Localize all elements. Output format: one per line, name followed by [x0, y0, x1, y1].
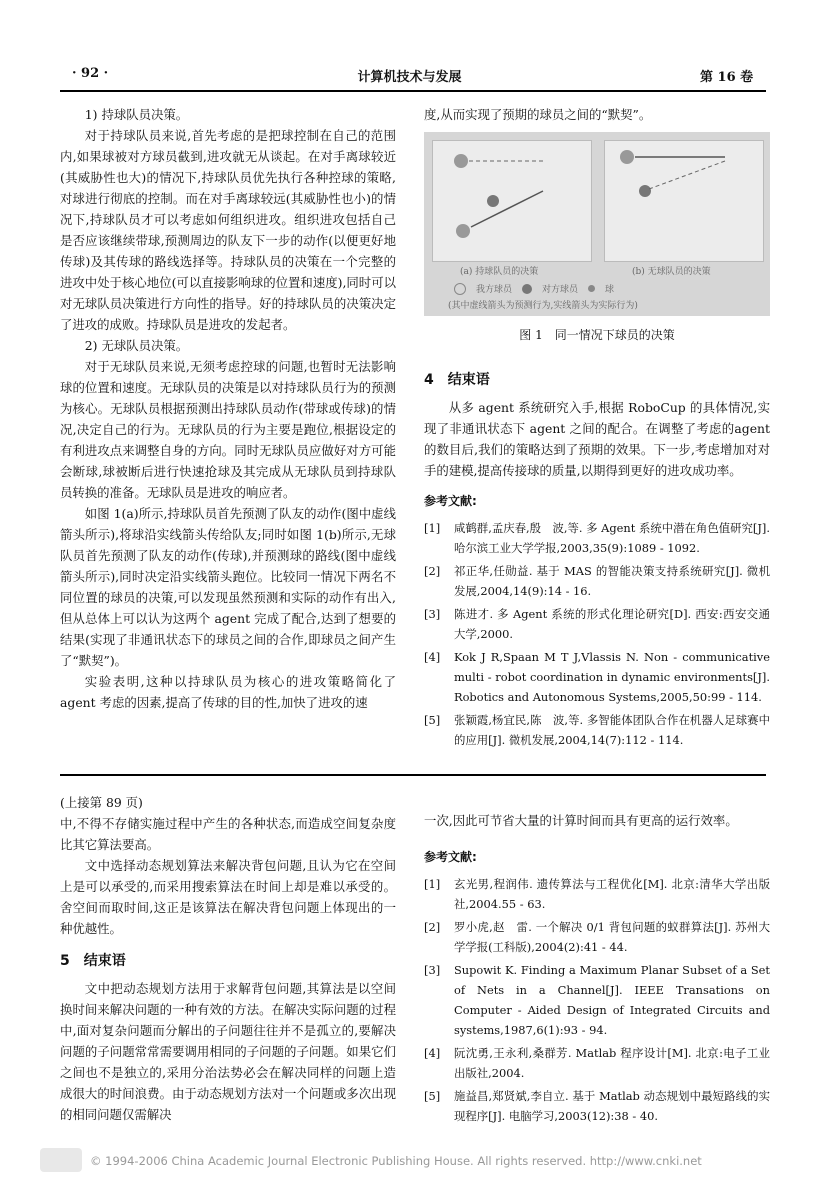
references-heading: 参考文献:	[424, 850, 477, 864]
reference-list	[424, 874, 770, 1126]
figure-panel-a-drawing	[433, 141, 591, 261]
reference-item: [5] 张颖霞,杨宜民,陈 波,等. 多智能体团队合作在机器人足球赛中的应用[J]. 微机发展,2004,14(7):112 - 114.	[424, 713, 770, 747]
figure-panel-b	[604, 140, 764, 262]
subheading-no-ball: 2) 无球队员决策。	[84, 338, 189, 353]
reference-list	[424, 518, 770, 750]
reference-item: [1] 咸鹤群,孟庆春,殷 波,等. 多 Agent 系统中潜在角色值研究[J]. 哈尔滨工业大学学报,2003,35(9):1089 - 1092.	[424, 521, 770, 555]
reference-item: [3] 陈进才. 多 Agent 系统的形式化理论研究[D]. 西安:西安交通大学,2000.	[424, 607, 770, 641]
figure-panel-b-drawing	[605, 141, 763, 261]
paragraph: 一次,因此可节省大量的计算时间而具有更高的运行效率。	[424, 813, 738, 828]
legend-ball: 球	[605, 285, 615, 295]
paragraph: 对于持球队员来说,首先考虑的是把球控制在自己的范围内,如果球被对方球员截到,进攻就无从谈起。在对手离球较近(其威胁性也大)的情况下,持球队员优先执行各种控球的策略,对球进行彻底的控制。而在对手离球较远(其威胁性也小)的情况下,持球队员才可以考虑如何组织进攻。组织进攻包括自己是否应该继续带球,预测周边的队友下一步的动作(以便更好地传球)及其传球的路线选择等。持球队员的决策在一个完整的进攻中处于核心地位(可以直接影响球的位置和速度),同时可以对无球队员决策进行方向性的指导。好的持球队员的决策决定了进攻的成败。持球队员是进攻的发起者。	[60, 128, 396, 332]
figure-legend-note: (其中虚线箭头为预测行为,实线箭头为实际行为)	[448, 301, 638, 311]
ball-icon	[588, 285, 595, 292]
figure-panel-a	[432, 140, 592, 262]
page-number: · 92 ·	[72, 66, 109, 81]
reference-item: [2] 罗小虎,赵 雷. 一个解决 0/1 背包问题的蚁群算法[J]. 苏州大学学报(工科版),2004(2):41 - 44.	[424, 920, 770, 954]
section-heading: 4 结束语	[424, 372, 490, 388]
reference-item: [4] 阮沈勇,王永利,桑群芳. Matlab 程序设计[M]. 北京:电子工业出版社,2004.	[424, 1046, 770, 1080]
references-heading: 参考文献:	[424, 494, 477, 508]
right-column-conclusion	[424, 366, 770, 753]
reference-item: [4] Kok J R,Spaan M T J,Vlassis N. Non - communicative multi - robot coordination in dynamic environments[J]. Robotics and Autonomous Systems,2005,50:99 - 114.	[424, 650, 770, 704]
paragraph: 实验表明,这种以持球队员为核心的进攻策略简化了 agent 考虑的因素,提高了传球的目的性,加快了进攻的速	[60, 674, 396, 710]
reference-item: [3] Supowit K. Finding a Maximum Planar Subset of a Set of Nets in a Channel[J]. IEEE Transations on Computer - Aided Design of Integrated Circuits and systems,1987,6(1):93 - 94.	[424, 963, 770, 1037]
paragraph: 文中选择动态规划算法来解决背包问题,且认为它在空间上是可以承受的,而采用搜索算法在时间上却是难以承受的。舍空间而取时间,这正是该算法在解决背包问题上体现出的一种优越性。	[60, 858, 396, 936]
figure-caption: 图 1 同一情况下球员的决策	[519, 328, 675, 342]
reference-item: [1] 玄光男,程润伟. 遗传算法与工程优化[M]. 北京:清华大学出版社,2004.55 - 63.	[424, 877, 770, 911]
header-rule	[60, 90, 766, 92]
opponent-player-icon	[522, 284, 532, 294]
volume-label: 第 16 卷	[700, 70, 754, 85]
paragraph: 度,从而实现了预期的球员之间的“默契”。	[424, 107, 652, 122]
left-column-top	[60, 104, 396, 713]
right-column-top	[424, 104, 770, 125]
publisher-logo	[40, 1148, 82, 1172]
paragraph: 文中把动态规划方法用于求解背包问题,其算法是以空间换时间来解决问题的一种有效的方法。在解决实际问题的过程中,面对复杂问题而分解出的子问题往往并不是孤立的,要解决问题的子问题常常需要调用相同的子问题的子问题。如果它们之间也不是独立的,采用分治法势必会在解决同样的问题上造成很大的时间浪费。由于动态规划方法对一个问题或多次出现的相同问题仅需解决	[60, 981, 396, 1122]
figure-caption-a: (a) 持球队员的决策	[460, 267, 539, 277]
section-heading: 5 结束语	[60, 953, 126, 969]
left-column-bottom	[60, 792, 396, 1125]
reference-item: [2] 祁正华,任勋益. 基于 MAS 的智能决策支持系统研究[J]. 微机发展,2004,14(9):14 - 16.	[424, 564, 770, 598]
paragraph: 对于无球队员来说,无须考虑控球的问题,也暂时无法影响球的位置和速度。无球队员的决策是以对持球队员行为的预测为核心。无球队员根据预测出持球队员动作(带球或传球)的情况,决定自己的行为。无球队员的行为主要是跑位,根据设定的有利进攻点来调整自身的方向。同时无球队员应做好对方可能会断球,球被断后进行快速抢球及其完成从无球队员到持球队员转换的准备。无球队员是进攻的响应者。	[60, 359, 396, 500]
legend-opp: 对方球员	[542, 285, 579, 295]
figure-legend	[454, 282, 614, 295]
my-player-icon	[454, 283, 466, 295]
legend-mine: 我方球员	[476, 285, 513, 295]
continuation-note: (上接第 89 页)	[60, 795, 143, 810]
figure-caption-b: (b) 无球队员的决策	[632, 267, 711, 277]
subheading-ball-holder: 1) 持球队员决策。	[84, 107, 189, 122]
paragraph: 中,不得不存储实施过程中产生的各种状态,而造成空间复杂度比其它算法要高。	[60, 816, 396, 852]
journal-title: 计算机技术与发展	[357, 70, 462, 85]
figure-1	[424, 132, 770, 316]
paragraph: 如图 1(a)所示,持球队员首先预测了队友的动作(图中虚线箭头所示),将球沿实线箭头传给队友;同时如图 1(b)所示,无球队员首先预测了队友的动作(传球),并预测球的路线(图中虚线箭头所示),同时决定沿实线箭头跑位。比较同一情况下两名不同位置的球员的决策,可以发现虽然预测和实际的动作有出入,但从总体上可以认为这两个 agent 完成了配合,达到了想要的结果(实现了非通讯状态下的球员之间的合作,即球员之间产生了“默契”)。	[60, 506, 396, 668]
article-divider	[60, 774, 766, 776]
copyright-footer: © 1994-2006 China Academic Journal Electronic Publishing House. All rights reserved. http://www.cnki.net	[90, 1154, 702, 1168]
paragraph: 从多 agent 系统研究入手,根据 RoboCup 的具体情况,实现了非通讯状态下 agent 之间的配合。在调整了考虑的agent 的数目后,我们的策略达到了预期的效果。下一步,考虑增加对对手的建模,提高传接球的质量,以期得到更好的进攻成功率。	[424, 400, 770, 478]
reference-item: [5] 施益昌,郑贤斌,李自立. 基于 Matlab 动态规划中最短路线的实现程序[J]. 电脑学习,2003(12):38 - 40.	[424, 1089, 770, 1123]
right-column-bottom	[424, 810, 770, 1129]
